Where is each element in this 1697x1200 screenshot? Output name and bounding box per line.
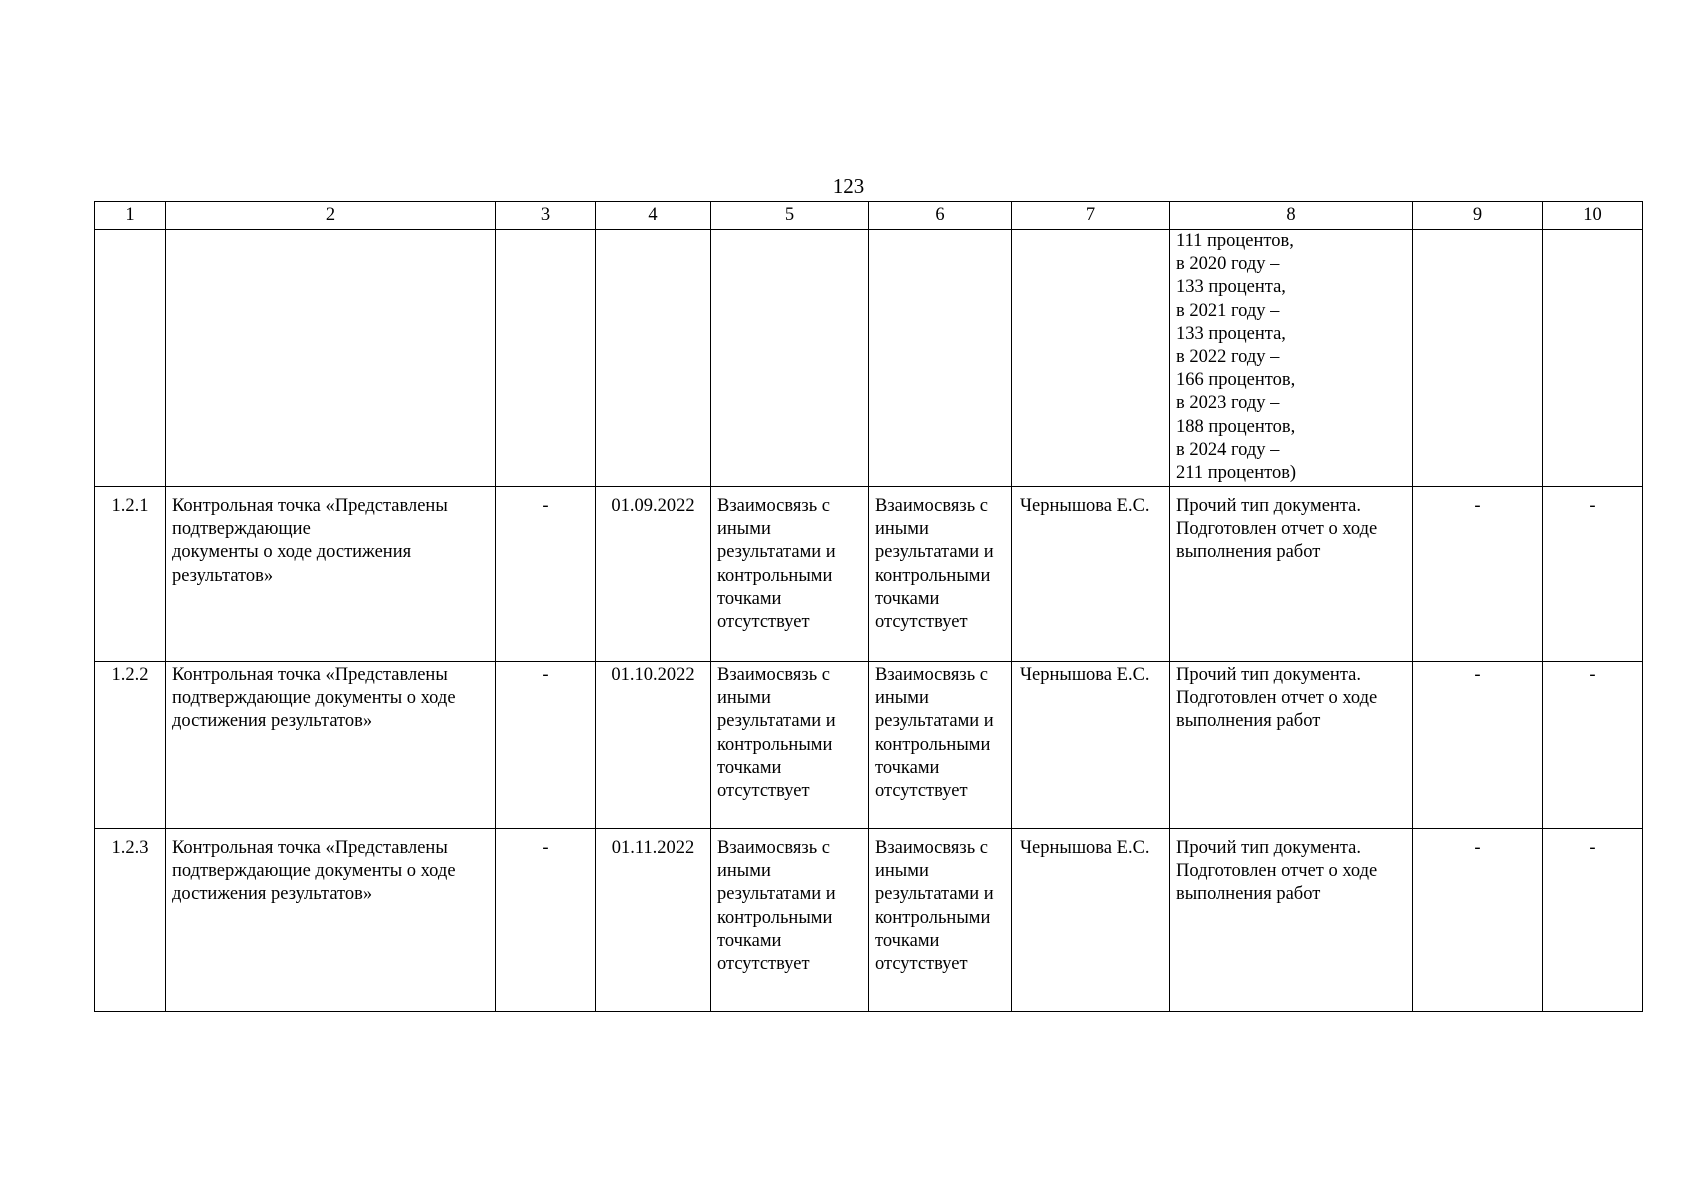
cell-control-point-name: Контрольная точка «Представлены подтверждающие документы о ходе достижения результатов» xyxy=(166,662,496,829)
cell-col3: - xyxy=(496,829,596,1012)
cell-empty xyxy=(711,230,869,487)
cell-control-point-name: Контрольная точка «Представлены подтверждающие документы о ходе достижения результатов» xyxy=(166,487,496,662)
cell-control-point-name: Контрольная точка «Представлены подтверждающие документы о ходе достижения результатов» xyxy=(166,829,496,1012)
page-number: 123 xyxy=(832,174,865,198)
table-row xyxy=(95,829,1643,1012)
cell-col9: - xyxy=(1413,829,1543,1012)
cell-empty xyxy=(596,230,711,487)
header-col-6: 6 xyxy=(869,202,1012,230)
header-col-10: 10 xyxy=(1543,202,1643,230)
cell-relation-results: Взаимосвязь с иными результатами и контрольными точками отсутствует xyxy=(711,829,869,1012)
cell-col10: - xyxy=(1543,829,1643,1012)
cell-empty xyxy=(95,230,166,487)
cell-empty xyxy=(1012,230,1170,487)
cell-col3: - xyxy=(496,487,596,662)
cell-relation-checkpoints: Взаимосвязь с иными результатами и контрольными точками отсутствует xyxy=(869,662,1012,829)
cell-number: 1.2.3 xyxy=(95,829,166,1012)
cell-responsible: Чернышова Е.С. xyxy=(1012,829,1170,1012)
cell-document-type: Прочий тип документа. Подготовлен отчет о ходе выполнения работ xyxy=(1170,829,1413,1012)
cell-col10: - xyxy=(1543,487,1643,662)
table-row xyxy=(95,662,1643,829)
header-col-3: 3 xyxy=(496,202,596,230)
header-col-1: 1 xyxy=(95,202,166,230)
header-col-7: 7 xyxy=(1012,202,1170,230)
header-col-9: 9 xyxy=(1413,202,1543,230)
cell-date: 01.11.2022 xyxy=(596,829,711,1012)
cell-empty xyxy=(869,230,1012,487)
header-col-2: 2 xyxy=(166,202,496,230)
cell-relation-checkpoints: Взаимосвязь с иными результатами и контрольными точками отсутствует xyxy=(869,487,1012,662)
cell-col10: - xyxy=(1543,662,1643,829)
cell-empty xyxy=(496,230,596,487)
cell-col3: - xyxy=(496,662,596,829)
cell-relation-results: Взаимосвязь с иными результатами и контрольными точками отсутствует xyxy=(711,487,869,662)
cell-date: 01.10.2022 xyxy=(596,662,711,829)
plan-table xyxy=(94,201,1643,1012)
cell-number: 1.2.1 xyxy=(95,487,166,662)
header-col-8: 8 xyxy=(1170,202,1413,230)
cell-responsible: Чернышова Е.С. xyxy=(1012,487,1170,662)
cell-relation-results: Взаимосвязь с иными результатами и контрольными точками отсутствует xyxy=(711,662,869,829)
cell-empty xyxy=(1413,230,1543,487)
cell-col9: - xyxy=(1413,487,1543,662)
continuation-row xyxy=(95,230,1643,487)
cell-col9: - xyxy=(1413,662,1543,829)
cell-responsible: Чернышова Е.С. xyxy=(1012,662,1170,829)
header-col-5: 5 xyxy=(711,202,869,230)
cell-document-type: Прочий тип документа. Подготовлен отчет о ходе выполнения работ xyxy=(1170,662,1413,829)
header-row xyxy=(95,202,1643,230)
header-col-4: 4 xyxy=(596,202,711,230)
cell-number: 1.2.2 xyxy=(95,662,166,829)
cell-date: 01.09.2022 xyxy=(596,487,711,662)
cell-empty xyxy=(1543,230,1643,487)
cell-relation-checkpoints: Взаимосвязь с иными результатами и контрольными точками отсутствует xyxy=(869,829,1012,1012)
table-row xyxy=(95,487,1643,662)
cell-indicator-values: 111 процентов, в 2020 году – 133 процента, в 2021 году – 133 процента, в 2022 году – 166 процентов, в 2023 году – 188 процентов, в 2024 году – 211 процентов) xyxy=(1170,230,1413,487)
cell-document-type: Прочий тип документа. Подготовлен отчет о ходе выполнения работ xyxy=(1170,487,1413,662)
cell-empty xyxy=(166,230,496,487)
